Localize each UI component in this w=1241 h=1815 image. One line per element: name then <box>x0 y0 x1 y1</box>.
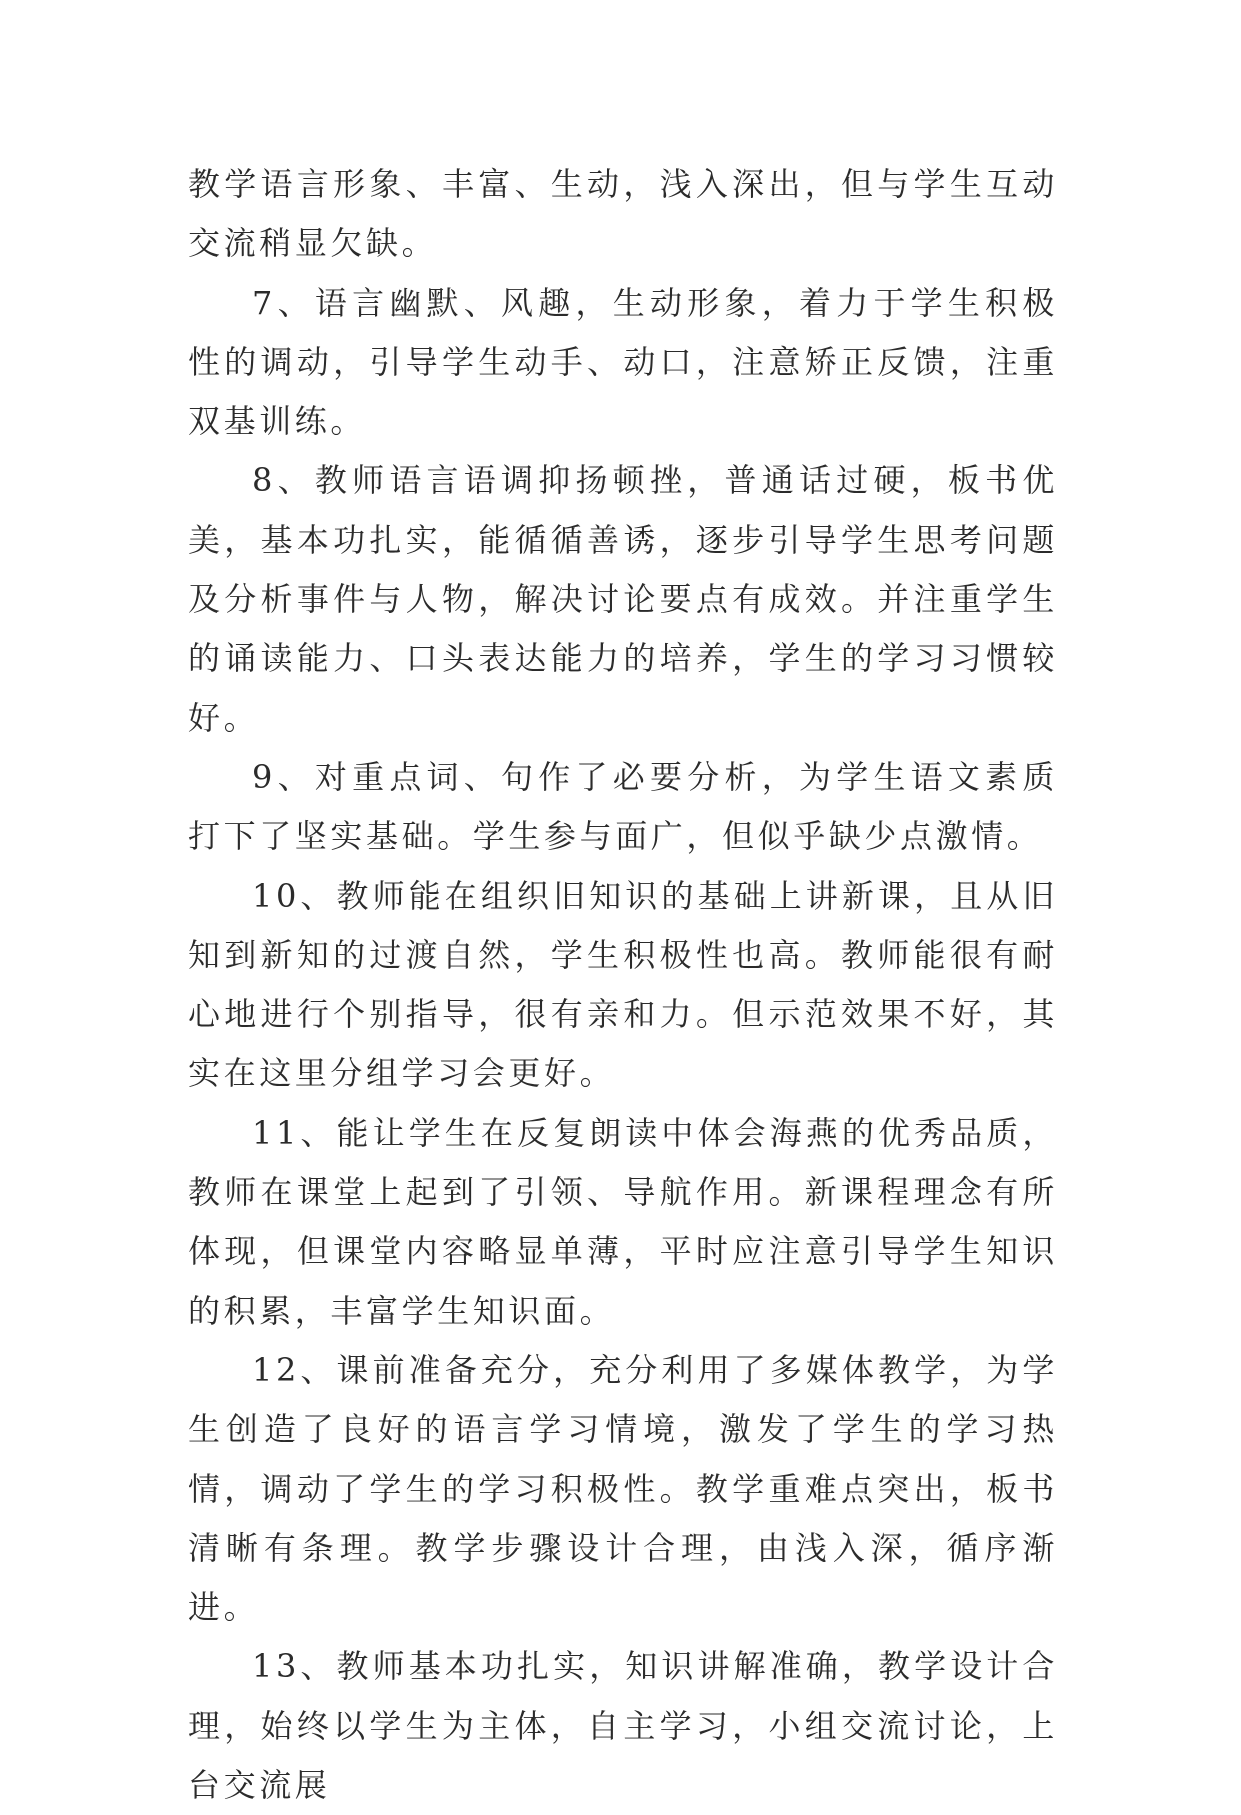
paragraph-8: 8、教师语言语调抑扬顿挫，普通话过硬，板书优美，基本功扎实，能循循善诱，逐步引导学生思考问题及分析事件与人物，解决讨论要点有成效。并注重学生的诵读能力、口头表达能力的培养，学生的学习习惯较好。 <box>188 461 1058 737</box>
document-body <box>188 155 1058 1815</box>
paragraph-6-continued: 教学语言形象、丰富、生动，浅入深出，但与学生互动交流稍显欠缺。 <box>188 165 1058 263</box>
paragraph-9: 9、对重点词、句作了必要分析，为学生语文素质打下了坚实基础。学生参与面广，但似乎缺少点激情。 <box>188 757 1058 856</box>
paragraph-10: 10、教师能在组织旧知识的基础上讲新课，且从旧知到新知的过渡自然，学生积极性也高。教师能很有耐心地进行个别指导，很有亲和力。但示范效果不好，其实在这里分组学习会更好。 <box>188 876 1058 1093</box>
paragraph-7: 7、语言幽默、风趣，生动形象，着力于学生积极性的调动，引导学生动手、动口，注意矫正反馈，注重双基训练。 <box>188 283 1058 441</box>
paragraph-13: 13、教师基本功扎实，知识讲解准确，教学设计合理，始终以学生为主体，自主学习，小组交流讨论，上台交流展 <box>188 1647 1058 1805</box>
paragraph-11: 11、能让学生在反复朗读中体会海燕的优秀品质，教师在课堂上起到了引领、导航作用。新课程理念有所体现，但课堂内容略显单薄，平时应注意引导学生知识的积累，丰富学生知识面。 <box>188 1113 1058 1330</box>
paragraph-12: 12、课前准备充分，充分利用了多媒体教学，为学生创造了良好的语言学习情境，激发了学生的学习热情，调动了学生的学习积极性。教学重难点突出，板书清晰有条理。教学步骤设计合理，由浅入深，循序渐进。 <box>188 1350 1058 1627</box>
